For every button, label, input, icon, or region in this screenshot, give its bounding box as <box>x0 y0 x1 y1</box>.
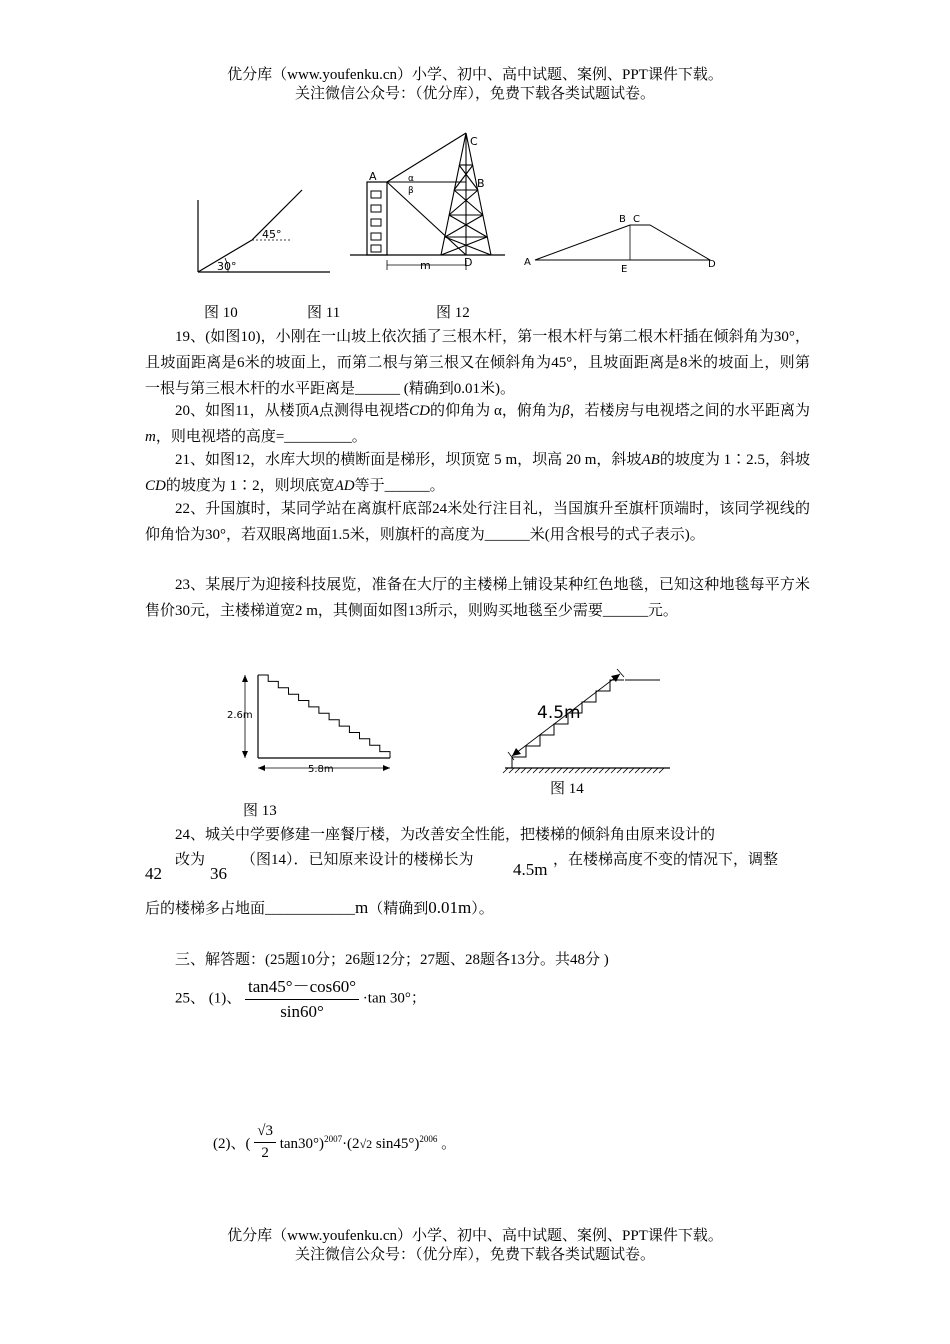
header-line-2: 关注微信公众号：（优分库），免费下载各类试题试卷。 <box>294 86 655 102</box>
fig14-caption: 图 14 <box>550 781 584 797</box>
fig11-label-c: C <box>470 135 478 148</box>
question-25-1: 25、 (1)、 $\frac{\tan 45^\circ-\cos 60^\circ}{\sin 60^\circ}$ ·tan 30°； <box>175 972 426 1022</box>
fig12-label-a: A <box>524 257 531 268</box>
question-19: 19、(如图10)，小刚在一山坡上依次插了三根木杆，第一根木杆与第二根木杆插在倾斜角为30°，且坡面距离是6米的坡面上，而第二根与第三根又在倾斜角为45°，且坡面距离是8米的坡面上，则第一根与第三根木杆的水平距离是______ (精确到0.01米)。 <box>145 329 810 397</box>
fig11-label-beta: β <box>408 186 414 196</box>
footer-line-1: 优分库（www.youfenku.cn）小学、初中、高中试题、案例、PPT课件下载。 <box>227 1228 723 1244</box>
fig13-width: 5.8m <box>308 764 334 775</box>
page-footer <box>0 1227 950 1265</box>
question-21: 21、如图12，水库大坝的横断面是梯形，坝顶宽 5 m，坝高 20 m，斜坡AB的坡度为 1∶2.5，斜坡CD的坡度为 1∶2，则坝底宽AD等于______。 <box>145 452 810 494</box>
fig12-label-d: D <box>708 259 716 270</box>
fig12-caption: 图 12 <box>436 305 470 321</box>
fig12-label-c: C <box>633 214 640 225</box>
figure-13 <box>225 670 400 780</box>
page-header <box>0 66 950 104</box>
section-3-title: 三、解答题：(25题10分；26题12分；27题、28题各13分。共48分 ) <box>175 952 609 968</box>
question-24-line2: 42 改为 36 （图14）．已知原来设计的楼梯长为 4.5m ，在楼梯高度不变的情况下，调整 <box>145 852 779 883</box>
fig12-label-b: B <box>619 214 626 225</box>
header-line-1: 优分库（www.youfenku.cn）小学、初中、高中试题、案例、PPT课件下载。 <box>227 67 723 83</box>
question-25-2: (2)、( $\frac{√3}{2}$ tan30°)$^{2007}$·(2√2 sin45°)$^{2006}$ 。 <box>213 1123 457 1161</box>
question-22: 22、升国旗时，某同学站在离旗杆底部24米处行注目礼，当国旗升至旗杆顶端时，该同学视线的仰角恰为30°，若双眼离地面1.5米，则旗杆的高度为______米(用含根号的式子表示)。 <box>145 501 810 543</box>
fig11-label-m: m <box>420 259 431 272</box>
fig11-label-b: B <box>477 177 485 190</box>
question-20: 20、如图11，从楼顶A点测得电视塔CD的仰角为 α，俯角为β，若楼房与电视塔之间的水平距离为m，则电视塔的高度=_________。 <box>145 403 810 445</box>
fig11-label-d: D <box>464 256 473 269</box>
fig11-label-alpha: α <box>408 174 414 184</box>
figure-14 <box>500 668 675 778</box>
fig11-label-a: A <box>369 170 377 183</box>
fig12-label-e: E <box>621 264 628 275</box>
fig13-height: 2.6m <box>227 710 253 721</box>
figure-10 <box>190 180 340 280</box>
fig13-caption: 图 13 <box>243 803 277 819</box>
footer-line-2: 关注微信公众号：（优分库），免费下载各类试题试卷。 <box>294 1247 655 1263</box>
q25-2-fraction: $\frac{√3}{2}$ <box>254 1123 276 1162</box>
fig10-angle-30: 30° <box>217 260 237 273</box>
question-24-line1: 24、城关中学要修建一座餐厅楼，为改善安全性能，把楼梯的倾斜角由原来设计的 <box>175 827 716 843</box>
figure-11 <box>345 125 515 275</box>
fig14-length: 4.5m <box>537 703 581 723</box>
fig10-caption: 图 10 <box>204 305 238 321</box>
q25-1-fraction: $\frac{\tan 45^\circ-\cos 60^\circ}{\sin 60^\circ}$ <box>245 972 359 1022</box>
question-24-line3: 后的楼梯多占地面____________m（精确到0.01m）。 <box>145 898 494 917</box>
fig10-angle-45: 45° <box>262 228 282 241</box>
fig11-caption: 图 11 <box>307 305 341 321</box>
figure-12 <box>520 205 720 275</box>
question-23: 23、某展厅为迎接科技展览，准备在大厅的主楼梯上铺设某种红色地毯，已知这种地毯每平方米售价30元，主楼梯道宽2 m，其侧面如图13所示，则购买地毯至少需要______元。 <box>145 577 810 619</box>
